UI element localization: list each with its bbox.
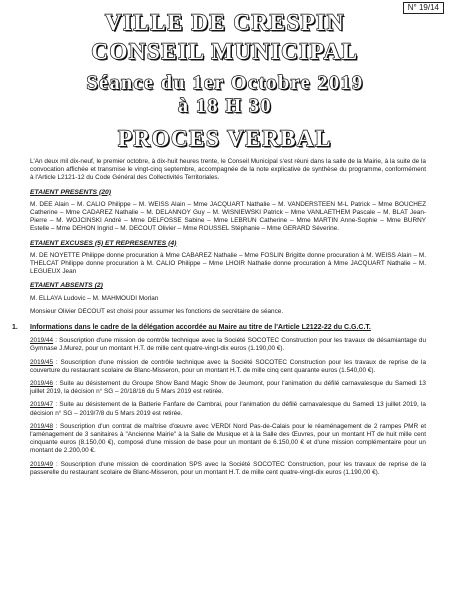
section-title: Informations dans le cadre de la délégation accordée au Maire au titre de l'Article L2122-22 du C.G.C.T.	[30, 324, 371, 332]
decision-item	[30, 359, 426, 375]
absent-list: M. ELLAYA Ludovic – M. MAHMOUDI Morlan	[30, 294, 159, 302]
decision-item	[30, 380, 426, 396]
decision-text: : Souscription d'une mission de contrôle technique avec la Société SOCOTEC Construction pour les travaux de reprise de la couverture du restaurant scolaire de Blanc-Misseron, pour un montant H.T. de mille cinq cent quarante euros (1.540,00 €).	[30, 358, 426, 374]
decision-text: : Souscription d'un contrat de maîtrise d'œuvre avec VERDI Nord Pas-de-Calais pour le réaménagement de 2 rampes PMR et l'aménagement de 3 sanitaires à "Ancienne Mairie" à la Salle de Musique et à la Salle des Œuvres, pour un montant HT de huit mille cent cinquante euros (8.150,00 €), composé d'une mission de base pour un montant de 6.150,00 € et d'une mission complémentaire pour un montant de 2.200,00 €.	[30, 422, 426, 455]
decision-ref: 2019/44	[30, 337, 54, 345]
decision-item	[30, 337, 426, 353]
decision-ref: 2019/49	[30, 460, 54, 468]
decision-item	[30, 401, 426, 417]
secretary-paragraph: Monsieur Olivier DECOUT est choisi pour assumer les fonctions de secrétaire de séance.	[30, 307, 284, 315]
document-type-title: PROCES VERBAL	[118, 125, 332, 151]
excused-heading: ETAIENT EXCUSES (5) ET REPRESENTES (4)	[30, 239, 177, 247]
present-heading: ETAIENT PRESENTS (20)	[30, 188, 112, 196]
document-header	[0, 10, 450, 152]
document-body	[12, 158, 426, 482]
decision-item	[30, 423, 426, 456]
section-1-heading	[12, 324, 426, 332]
intro-paragraph: L'An deux mil dix-neuf, le premier octobre, à dix-huit heures trente, le Conseil Municipal s'est réuni dans la salle de la Mairie, à la suite de la convocation affichée et transmise le vingt-cinq septembre, accompagnée de la note explicative de synthèse du programme, conformément à l'Article L2121-12 du Code Général des Collectivités Territoriales.	[30, 158, 426, 182]
decision-ref: 2019/45	[30, 358, 54, 366]
decision-text: : Souscription d'une mission de contrôle technique avec la Société SOCOTEC Construction pour les travaux de désamiantage du Gymnase J.Murez, pour un montant H.T. de mille cent quatre-vingt-dix euros (1.190,00 €).	[30, 337, 426, 353]
session-time: à 18 H 30	[177, 94, 273, 117]
present-list: M. DEE Alain – M. CALIO Philippe – M. WEISS Alain – Mme JACQUART Nathalie – M. VANDERSTEEN M-L Patrick – Mme BOUCHEZ Catherine – Mme CADAREZ Nathalie – M. DELANNOY Guy – M. WISNIEWSKI Patrick – Mme VANLAETHEM Pascale – M. BLAT Jean-Pierre – M. WOJCINSKI André – Mme DELFOSSE Sabine – Mme LEBRUN Catherine – Mme MARTIN Anne-Sophie – Mme BURNY Estelle – Mme DEHON Ingrid – M. DECOUT Olivier – Mme ROUSSEL Stéphanie – Mme GERARD Séverine.	[30, 200, 426, 233]
decision-ref: 2019/47	[30, 401, 54, 409]
page-number: N° 19/14	[403, 2, 444, 14]
town-title: VILLE DE CRESPIN	[105, 10, 345, 35]
excused-list: M. DE NOYETTE Philippe donne procuration à Mme CABAREZ Nathalie – Mme FOSLIN Brigitte donne procuration à M. WEISS Alain – M. THELCAT Philippe donne procuration à M. CALIO Philippe – Mme LHOIR Nathalie donne procuration à Mme JACQUART Nathalie – M. LEGUEUX Jean	[30, 251, 426, 276]
decision-item	[30, 461, 426, 477]
section-number: 1.	[12, 324, 18, 332]
session-date: Séance du 1er Octobre 2019	[86, 71, 364, 94]
decision-text: : Suite au désistement de la Batterie Fanfare de Cambrai, pour l'animation du défilé carnavalesque du Samedi 13 juillet 2019, la décision n° SG – 2019/7/8 du 5 Mars 2019 est retirée.	[30, 401, 426, 417]
decision-text: : Suite au désistement du Groupe Show Band Magic Show de Jeumont, pour l'animation du défilé carnavalesque du Samedi 13 juillet 2019, la décision n° SG – 20/18/16 du 5 Mars 2019 est retirée.	[30, 380, 426, 396]
council-title: CONSEIL MUNICIPAL	[91, 39, 359, 65]
decision-ref: 2019/46	[30, 380, 54, 388]
decision-text: : Souscription d'une mission de coordination SPS avec la Société SOCOTEC Construction, pour les travaux de reprise de la passerelle du restaurant scolaire de Blanc-Misseron, pour un montant H.T. de mille cent quatre-vingt-dix euros (1.190,00 €).	[30, 460, 426, 476]
absent-heading: ETAIENT ABSENTS (2)	[30, 282, 103, 290]
decision-ref: 2019/48	[30, 422, 54, 430]
